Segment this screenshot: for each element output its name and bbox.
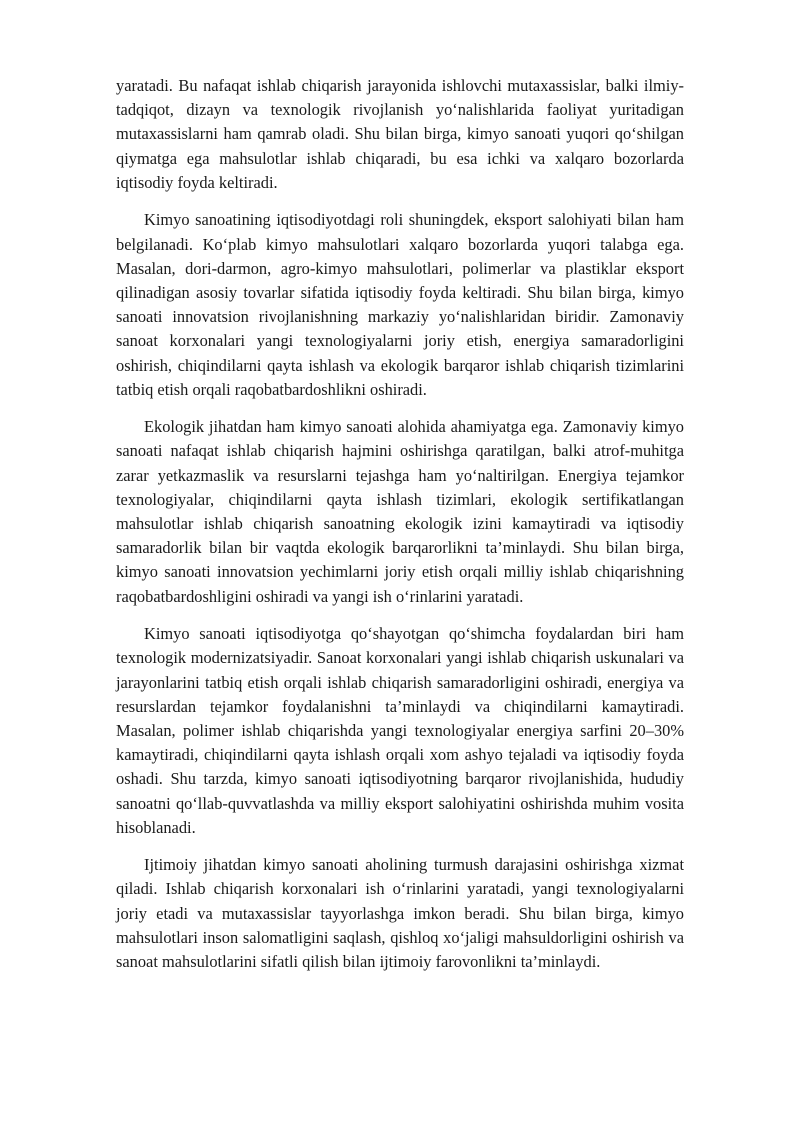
paragraph: Ekologik jihatdan ham kimyo sanoati alohida ahamiyatga ega. Zamonaviy kimyo sanoati nafaqat ishlab chiqarish hajmini oshirishga qaratilgan, balki atrof-muhitga zarar yetkazmaslik va resurslarni tejashga ham yo‘naltirilgan. Energiya tejamkor texnologiyalar, chiqindilarni qayta ishlash tizimlari, ekologik sertifikatlangan mahsulotlar ishlab chiqarish sanoatning ekologik izini kamaytiradi va iqtisodiy samaradorlik bilan bir vaqtda ekologik barqarorlikni ta’minlaydi. Shu bilan birga, kimyo sanoati innovatsion yechimlarni joriy etish orqali milliy ishlab chiqarishning raqobatbardoshligini oshiradi va yangi ish o‘rinlarini yaratadi. [116, 417, 684, 606]
paragraph: Kimyo sanoati iqtisodiyotga qo‘shayotgan qo‘shimcha foydalardan biri ham texnologik modernizatsiyadir. Sanoat korxonalari yangi ishlab chiqarish uskunalari va jarayonlarini tatbiq etish orqali ishlab chiqarish samaradorligini oshiradi, energiya va resurslardan tejamkor foydalanishni ta’minlaydi va chiqindilarni kamaytiradi. Masalan, polimer ishlab chiqarishda yangi texnologiyalar energiya sarfini 20–30% kamaytiradi, chiqindilarni qayta ishlash orqali xom ashyo tejaladi va iqtisodiy foyda oshadi. Shu tarzda, kimyo sanoati iqtisodiyotning barqaror rivojlanishida, hududiy sanoatni qo‘llab-quvvatlashda va milliy eksport salohiyatini oshirishda muhim vosita hisoblanadi. [116, 624, 684, 837]
paragraph: Kimyo sanoatining iqtisodiyotdagi roli shuningdek, eksport salohiyati bilan ham belgilanadi. Ko‘plab kimyo mahsulotlari xalqaro bozorlarda yuqori talabga ega. Masalan, dori-darmon, agro-kimyo mahsulotlari, polimerlar va plastiklar eksport qilinadigan asosiy tovarlar sifatida iqtisodiy foyda keltiradi. Shu bilan birga, kimyo sanoati innovatsion rivojlanishning markaziy yo‘nalishlaridan biridir. Zamonaviy sanoat korxonalari yangi texnologiyalarni joriy etish, energiya samaradorligini oshirish, chiqindilarni qayta ishlash va ekologik barqaror ishlab chiqarish tizimlarini tatbiq etish orqali raqobatbardoshlikni oshiradi. [116, 210, 684, 399]
paragraph: Ijtimoiy jihatdan kimyo sanoati aholining turmush darajasini oshirishga xizmat qiladi. Ishlab chiqarish korxonalari ish o‘rinlarini yaratadi, yangi texnologiyalarni joriy etadi va mutaxassislar tayyorlashga imkon beradi. Shu bilan birga, kimyo mahsulotlari inson salomatligini saqlash, qishloq xo‘jaligi mahsuldorligini oshirish va sanoat mahsulotlarini sifatli qilish bilan ijtimoiy farovonlikni ta’minlaydi. [116, 855, 684, 972]
paragraph-continued: yaratadi. Bu nafaqat ishlab chiqarish jarayonida ishlovchi mutaxassislar, balki ilmiy-tadqiqot, dizayn va texnologik rivojlanish yo‘nalishlarida faoliyat yuritadigan mutaxassislarni ham qamrab oladi. Shu bilan birga, kimyo sanoati yuqori qo‘shilgan qiymatga ega mahsulotlar ishlab chiqaradi, bu esa ichki va xalqaro bozorlarda iqtisodiy foyda keltiradi. [116, 76, 684, 192]
body-text [116, 74, 684, 988]
